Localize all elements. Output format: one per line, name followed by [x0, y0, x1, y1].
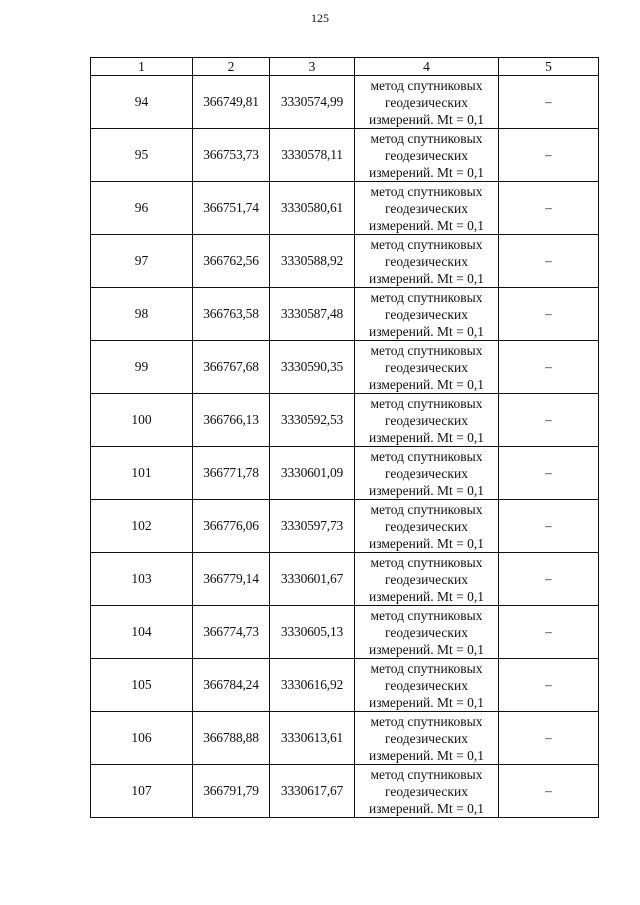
y-coordinate-cell: 3330588,92 — [270, 235, 355, 288]
column-header: 3 — [270, 58, 355, 76]
note-cell: – — [499, 129, 599, 182]
note-cell: – — [499, 341, 599, 394]
table-row — [91, 182, 599, 235]
point-number-cell: 102 — [91, 500, 193, 553]
note-cell: – — [499, 606, 599, 659]
y-coordinate-cell: 3330597,73 — [270, 500, 355, 553]
y-coordinate-cell: 3330574,99 — [270, 76, 355, 129]
x-coordinate-cell: 366784,24 — [193, 659, 270, 712]
method-line: измерений. Mt = 0,1 — [368, 323, 485, 339]
method-line: геодезических — [385, 94, 468, 110]
method-line: геодезических — [385, 571, 468, 587]
method-cell — [355, 447, 499, 500]
method-line: измерений. Mt = 0,1 — [368, 641, 485, 657]
method-line: метод спутниковых — [370, 342, 483, 358]
x-coordinate-cell: 366767,68 — [193, 341, 270, 394]
method-line: метод спутниковых — [370, 607, 483, 623]
method-line: измерений. Mt = 0,1 — [368, 694, 485, 710]
method-line: геодезических — [385, 624, 468, 640]
x-coordinate-cell: 366766,13 — [193, 394, 270, 447]
y-coordinate-cell: 3330601,09 — [270, 447, 355, 500]
method-line: измерений. Mt = 0,1 — [368, 588, 485, 604]
table-row — [91, 76, 599, 129]
point-number-cell: 103 — [91, 553, 193, 606]
method-line: метод спутниковых — [370, 660, 483, 676]
method-line: геодезических — [385, 677, 468, 693]
point-number-cell: 100 — [91, 394, 193, 447]
point-number-cell: 104 — [91, 606, 193, 659]
method-line: измерений. Mt = 0,1 — [368, 747, 485, 763]
table-row — [91, 447, 599, 500]
method-line: метод спутниковых — [370, 183, 483, 199]
method-cell — [355, 394, 499, 447]
point-number-cell: 95 — [91, 129, 193, 182]
coordinates-table — [90, 57, 599, 818]
method-cell — [355, 553, 499, 606]
x-coordinate-cell: 366771,78 — [193, 447, 270, 500]
column-header: 4 — [355, 58, 499, 76]
method-cell — [355, 182, 499, 235]
method-line: измерений. Mt = 0,1 — [368, 164, 485, 180]
x-coordinate-cell: 366751,74 — [193, 182, 270, 235]
point-number-cell: 106 — [91, 712, 193, 765]
note-cell: – — [499, 394, 599, 447]
table-row — [91, 500, 599, 553]
y-coordinate-cell: 3330587,48 — [270, 288, 355, 341]
point-number-cell: 99 — [91, 341, 193, 394]
y-coordinate-cell: 3330613,61 — [270, 712, 355, 765]
method-line: измерений. Mt = 0,1 — [368, 482, 485, 498]
method-cell — [355, 235, 499, 288]
method-line: измерений. Mt = 0,1 — [368, 270, 485, 286]
method-line: геодезических — [385, 518, 468, 534]
note-cell: – — [499, 765, 599, 818]
method-cell — [355, 288, 499, 341]
x-coordinate-cell: 366788,88 — [193, 712, 270, 765]
point-number-cell: 98 — [91, 288, 193, 341]
column-header: 1 — [91, 58, 193, 76]
note-cell: – — [499, 712, 599, 765]
table-header-row — [91, 58, 599, 76]
method-line: геодезических — [385, 306, 468, 322]
y-coordinate-cell: 3330616,92 — [270, 659, 355, 712]
method-line: геодезических — [385, 783, 468, 799]
method-line: геодезических — [385, 147, 468, 163]
method-line: метод спутниковых — [370, 713, 483, 729]
method-line: метод спутниковых — [370, 766, 483, 782]
x-coordinate-cell: 366774,73 — [193, 606, 270, 659]
method-line: метод спутниковых — [370, 554, 483, 570]
method-line: геодезических — [385, 730, 468, 746]
table-row — [91, 553, 599, 606]
table-row — [91, 288, 599, 341]
method-cell — [355, 341, 499, 394]
page-number: 125 — [311, 11, 329, 25]
method-line: геодезических — [385, 465, 468, 481]
method-line: измерений. Mt = 0,1 — [368, 111, 485, 127]
method-line: метод спутниковых — [370, 77, 483, 93]
point-number-cell: 107 — [91, 765, 193, 818]
point-number-cell: 97 — [91, 235, 193, 288]
x-coordinate-cell: 366762,56 — [193, 235, 270, 288]
method-line: метод спутниковых — [370, 448, 483, 464]
point-number-cell: 105 — [91, 659, 193, 712]
note-cell: – — [499, 659, 599, 712]
method-cell — [355, 76, 499, 129]
y-coordinate-cell: 3330590,35 — [270, 341, 355, 394]
y-coordinate-cell: 3330601,67 — [270, 553, 355, 606]
point-number-cell: 94 — [91, 76, 193, 129]
table-row — [91, 394, 599, 447]
x-coordinate-cell: 366753,73 — [193, 129, 270, 182]
method-line: измерений. Mt = 0,1 — [368, 535, 485, 551]
y-coordinate-cell: 3330617,67 — [270, 765, 355, 818]
y-coordinate-cell: 3330578,11 — [270, 129, 355, 182]
method-line: метод спутниковых — [370, 236, 483, 252]
method-line: геодезических — [385, 200, 468, 216]
note-cell: – — [499, 182, 599, 235]
note-cell: – — [499, 500, 599, 553]
method-line: метод спутниковых — [370, 289, 483, 305]
method-line: измерений. Mt = 0,1 — [368, 376, 485, 392]
note-cell: – — [499, 235, 599, 288]
table-row — [91, 606, 599, 659]
y-coordinate-cell: 3330580,61 — [270, 182, 355, 235]
method-line: измерений. Mt = 0,1 — [368, 429, 485, 445]
y-coordinate-cell: 3330605,13 — [270, 606, 355, 659]
table-row — [91, 129, 599, 182]
table-row — [91, 765, 599, 818]
method-cell — [355, 129, 499, 182]
x-coordinate-cell: 366763,58 — [193, 288, 270, 341]
table-row — [91, 659, 599, 712]
method-line: измерений. Mt = 0,1 — [368, 800, 485, 816]
table-row — [91, 341, 599, 394]
method-line: геодезических — [385, 253, 468, 269]
table-row — [91, 235, 599, 288]
x-coordinate-cell: 366779,14 — [193, 553, 270, 606]
method-cell — [355, 659, 499, 712]
method-line: метод спутниковых — [370, 395, 483, 411]
method-line: геодезических — [385, 412, 468, 428]
method-cell — [355, 712, 499, 765]
method-line: метод спутниковых — [370, 501, 483, 517]
method-line: измерений. Mt = 0,1 — [368, 217, 485, 233]
method-line: геодезических — [385, 359, 468, 375]
point-number-cell: 101 — [91, 447, 193, 500]
table-body — [91, 76, 599, 818]
note-cell: – — [499, 447, 599, 500]
x-coordinate-cell: 366791,79 — [193, 765, 270, 818]
column-header: 5 — [499, 58, 599, 76]
note-cell: – — [499, 288, 599, 341]
method-line: метод спутниковых — [370, 130, 483, 146]
method-cell — [355, 500, 499, 553]
y-coordinate-cell: 3330592,53 — [270, 394, 355, 447]
note-cell: – — [499, 553, 599, 606]
x-coordinate-cell: 366776,06 — [193, 500, 270, 553]
point-number-cell: 96 — [91, 182, 193, 235]
note-cell: – — [499, 76, 599, 129]
table-row — [91, 712, 599, 765]
method-cell — [355, 606, 499, 659]
method-cell — [355, 765, 499, 818]
column-header: 2 — [193, 58, 270, 76]
x-coordinate-cell: 366749,81 — [193, 76, 270, 129]
